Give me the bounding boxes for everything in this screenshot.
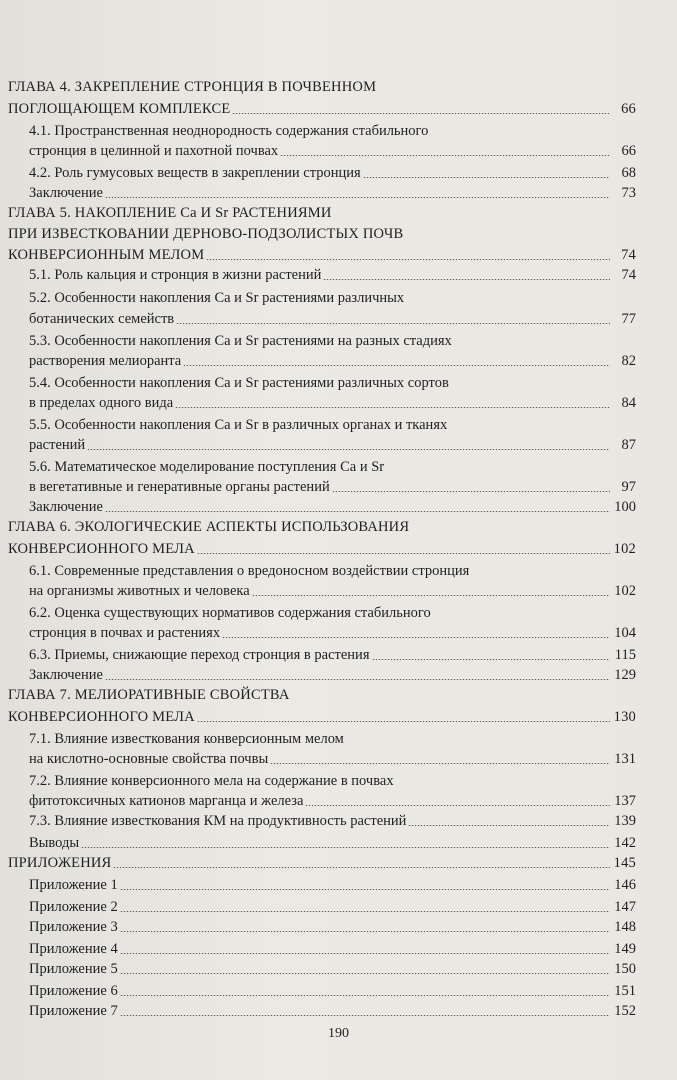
toc-page-number: 74: [621, 267, 636, 283]
toc-page-number: 66: [621, 101, 636, 117]
leader-dots: [305, 805, 610, 806]
leader-dots: [232, 113, 610, 114]
toc-line-text: в вегетативные и генеративные органы растений: [29, 479, 330, 495]
toc-line-text: в пределах одного вида: [29, 395, 174, 411]
toc-line-text: 5.5. Особенности накопления Ca и Sr в различных органах и тканях: [29, 417, 448, 433]
toc-page-number: 115: [614, 647, 636, 663]
toc-line: [29, 982, 636, 1000]
toc-line-text: растений: [29, 437, 86, 453]
toc-line-text: Выводы: [29, 835, 80, 851]
toc-line-text: 4.2. Роль гумусовых веществ в закреплении стронция: [29, 165, 361, 181]
toc-line-text: 4.1. Пространственная неоднородность содержания стабильного: [29, 123, 429, 139]
toc-line-text: 5.2. Особенности накопления Ca и Sr растениями различных: [29, 290, 405, 306]
leader-dots: [120, 911, 610, 912]
toc-line-text: Приложение 3: [29, 919, 118, 935]
toc-line-text: ГЛАВА 6. ЭКОЛОГИЧЕСКИЕ АСПЕКТЫ ИСПОЛЬЗОВАНИЯ: [8, 519, 410, 535]
leader-dots: [270, 763, 610, 764]
toc-line: [29, 332, 636, 350]
toc-line: [29, 918, 636, 936]
toc-page-number: 77: [621, 311, 636, 327]
leader-dots: [332, 491, 610, 492]
toc-line: [29, 730, 636, 748]
leader-dots: [120, 1015, 610, 1016]
toc-page-number: 131: [614, 751, 636, 767]
leader-dots: [323, 279, 610, 280]
toc-line-text: растворения мелиоранта: [29, 353, 182, 369]
toc-page-number: 149: [614, 941, 636, 957]
leader-dots: [120, 995, 610, 996]
toc-line: [29, 498, 636, 516]
toc-line: [8, 708, 636, 726]
toc-line: [29, 960, 636, 978]
toc-line: [29, 478, 636, 496]
toc-line-text: стронция в целинной и пахотной почвах: [29, 143, 279, 159]
toc-line: [29, 750, 636, 768]
toc-line-text: фитотоксичных катионов марганца и железа: [29, 793, 304, 809]
toc-line-text: 7.2. Влияние конверсионного мела на содержание в почвах: [29, 773, 394, 789]
toc-page-number: 84: [621, 395, 636, 411]
toc-page-number: 100: [614, 499, 636, 515]
toc-line: [29, 876, 636, 894]
leader-dots: [372, 659, 611, 660]
leader-dots: [252, 595, 610, 596]
toc-line-text: КОНВЕРСИОННОГО МЕЛА: [8, 709, 195, 725]
toc-line: [29, 772, 636, 790]
toc-page-number: 68: [621, 165, 636, 181]
toc-line: [29, 666, 636, 684]
toc-line: [29, 604, 636, 622]
toc-page-number: 150: [614, 961, 636, 977]
toc-page-number: 102: [614, 583, 636, 599]
leader-dots: [408, 825, 610, 826]
toc-line-text: 5.6. Математическое моделирование поступления Ca и Sr: [29, 459, 385, 475]
leader-dots: [222, 637, 610, 638]
toc-line-text: ГЛАВА 7. МЕЛИОРАТИВНЫЕ СВОЙСТВА: [8, 687, 290, 703]
toc-line-text: ГЛАВА 5. НАКОПЛЕНИЕ Ca И Sr РАСТЕНИЯМИ: [8, 205, 332, 221]
toc-line: [29, 1002, 636, 1020]
toc-line-text: ГЛАВА 4. ЗАКРЕПЛЕНИЕ СТРОНЦИЯ В ПОЧВЕННОМ: [8, 79, 377, 95]
toc-line: [29, 582, 636, 600]
toc-line: [29, 289, 636, 307]
toc-page-number: 148: [614, 919, 636, 935]
toc-line: [8, 246, 636, 264]
toc-page-number: 82: [621, 353, 636, 369]
leader-dots: [183, 365, 610, 366]
leader-dots: [206, 259, 610, 260]
toc-line: [8, 518, 636, 536]
toc-line-text: Приложение 1: [29, 877, 118, 893]
toc-line: [29, 624, 636, 642]
leader-dots: [120, 889, 610, 890]
toc-line-text: 6.2. Оценка существующих нормативов содержания стабильного: [29, 605, 431, 621]
toc-line-text: на организмы животных и человека: [29, 583, 250, 599]
leader-dots: [105, 511, 610, 512]
leader-dots: [120, 973, 610, 974]
toc-page-number: 87: [621, 437, 636, 453]
toc-page-number: 97: [621, 479, 636, 495]
leader-dots: [197, 721, 610, 722]
leader-dots: [197, 553, 610, 554]
toc-line-text: ПРИ ИЗВЕСТКОВАНИИ ДЕРНОВО-ПОДЗОЛИСТЫХ ПОЧВ: [8, 226, 404, 242]
toc-line-text: Заключение: [29, 499, 103, 515]
toc-line-text: Заключение: [29, 185, 103, 201]
toc-page-number: 129: [614, 667, 636, 683]
toc-line-text: Заключение: [29, 667, 103, 683]
toc-line: [29, 812, 636, 830]
leader-dots: [280, 155, 610, 156]
toc-line: [29, 458, 636, 476]
toc-line-text: 6.1. Современные представления о вредоносном воздействии стронция: [29, 563, 470, 579]
toc-line: [29, 940, 636, 958]
toc-line: [29, 416, 636, 434]
toc-line: [8, 540, 636, 558]
toc-line: [8, 686, 636, 704]
leader-dots: [105, 679, 610, 680]
toc-line-text: стронция в почвах и растениях: [29, 625, 221, 641]
toc-page-number: 147: [614, 899, 636, 915]
toc-line: [29, 834, 636, 852]
toc-line-text: 5.1. Роль кальция и стронция в жизни растений: [29, 267, 322, 283]
toc-line-text: Приложение 6: [29, 983, 118, 999]
toc-page-number: 74: [621, 247, 636, 263]
toc-line: [29, 184, 636, 202]
toc-line-text: ботанических семейств: [29, 311, 175, 327]
toc-line-text: ПРИЛОЖЕНИЯ: [8, 855, 112, 871]
toc-line-text: 5.3. Особенности накопления Ca и Sr растениями на разных стадиях: [29, 333, 452, 349]
toc-line: [8, 225, 636, 243]
leader-dots: [120, 931, 610, 932]
toc-line: [29, 352, 636, 370]
toc-line-text: КОНВЕРСИОННЫМ МЕЛОМ: [8, 247, 205, 263]
toc-line-text: Приложение 5: [29, 961, 118, 977]
toc-line-text: 6.3. Приемы, снижающие переход стронция в растения: [29, 647, 370, 663]
toc-page-number: 102: [613, 541, 636, 557]
toc-line: [29, 792, 636, 810]
toc-page-number: 151: [614, 983, 636, 999]
toc-line: [29, 898, 636, 916]
page-number: 190: [328, 1026, 349, 1041]
toc-line-text: ПОГЛОЩАЮЩЕМ КОМПЛЕКСЕ: [8, 101, 231, 117]
leader-dots: [105, 197, 610, 198]
toc-line-text: КОНВЕРСИОННОГО МЕЛА: [8, 541, 195, 557]
leader-dots: [175, 407, 610, 408]
toc-line: [29, 374, 636, 392]
toc-page-number: 139: [614, 813, 636, 829]
toc-line: [29, 436, 636, 454]
toc-line: [29, 562, 636, 580]
toc-page-number: 145: [613, 855, 636, 871]
toc-line-text: 7.3. Влияние известкования КМ на продуктивность растений: [29, 813, 407, 829]
leader-dots: [81, 847, 610, 848]
toc-line-text: Приложение 7: [29, 1003, 118, 1019]
toc-line: [8, 100, 636, 118]
toc-line-text: Приложение 4: [29, 941, 118, 957]
toc-page-number: 146: [614, 877, 636, 893]
toc-line: [29, 164, 636, 182]
toc-page-number: 152: [614, 1003, 636, 1019]
leader-dots: [120, 953, 610, 954]
toc-line: [29, 142, 636, 160]
toc-line: [29, 646, 636, 664]
leader-dots: [87, 449, 610, 450]
leader-dots: [176, 323, 610, 324]
toc-line: [29, 122, 636, 140]
toc-line-text: 5.4. Особенности накопления Ca и Sr растениями различных сортов: [29, 375, 449, 391]
toc-page-number: 137: [614, 793, 636, 809]
toc-page-number: 104: [614, 625, 636, 641]
leader-dots: [113, 867, 610, 868]
toc-line-text: Приложение 2: [29, 899, 118, 915]
toc-line: [8, 204, 636, 222]
toc-page-number: 142: [614, 835, 636, 851]
toc-page-number: 73: [621, 185, 636, 201]
toc-line: [29, 394, 636, 412]
leader-dots: [363, 177, 610, 178]
toc-line: [8, 854, 636, 872]
toc-page-number: 130: [613, 709, 636, 725]
toc-line: [29, 266, 636, 284]
toc-line: [8, 78, 636, 96]
toc-line-text: 7.1. Влияние известкования конверсионным мелом: [29, 731, 344, 747]
toc-line: [29, 310, 636, 328]
toc-page-number: 66: [621, 143, 636, 159]
toc-line-text: на кислотно-основные свойства почвы: [29, 751, 269, 767]
